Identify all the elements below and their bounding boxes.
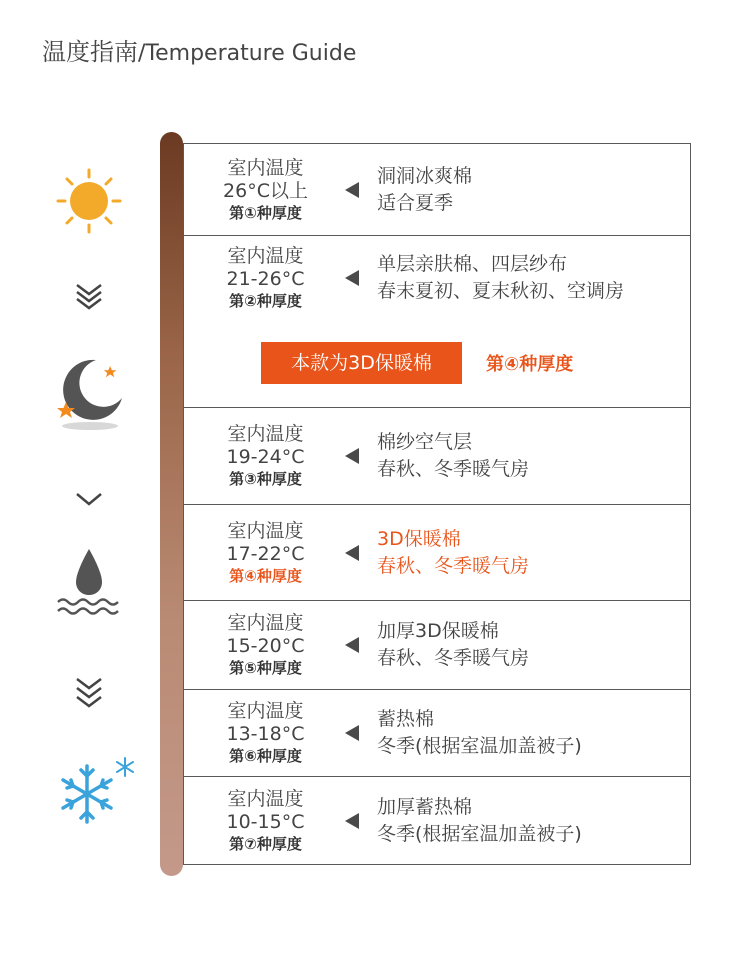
- row-temp-range: 17-22°C: [226, 542, 305, 565]
- row-material: 洞洞冰爽棉: [377, 164, 473, 187]
- row-rank: 第③种厚度: [229, 470, 302, 488]
- row-season: 冬季(根据室温加盖被子): [377, 735, 582, 757]
- row-temp-label: 室内温度: [227, 423, 304, 445]
- row-rank: 第②种厚度: [229, 291, 302, 310]
- row-desc: [377, 526, 529, 580]
- row-temp-block: [184, 423, 347, 489]
- row-desc: [377, 163, 472, 217]
- row-temp-range: 13-18°C: [226, 723, 305, 745]
- row-temp-range: 19-24°C: [226, 446, 305, 468]
- row-temp-block: [184, 520, 347, 586]
- row-temp-label: 室内温度: [227, 156, 304, 179]
- guide-row-7: [183, 776, 691, 865]
- row-season: 冬季(根据室温加盖被子): [377, 822, 582, 845]
- guide-row-5: [183, 600, 691, 690]
- title-en: /Temperature Guide: [138, 41, 357, 66]
- row-temp-label: 室内温度: [227, 700, 304, 722]
- row-rank: 第⑤种厚度: [229, 659, 302, 677]
- guide-row-4: [183, 504, 691, 601]
- row-season: 春秋、冬季暖气房: [377, 647, 530, 669]
- row-season: 春末夏初、夏末秋初、空调房: [377, 279, 625, 302]
- snowflake-icon: [55, 756, 137, 826]
- row-material: 单层亲肤棉、四层纱布: [377, 252, 568, 275]
- triple-chevron-down-icon: [74, 676, 104, 712]
- pointer-left-icon: [345, 448, 359, 464]
- row-desc: [377, 251, 624, 305]
- row-temp-range: 26°C以上: [223, 179, 308, 202]
- row-rank: 第④种厚度: [229, 566, 302, 585]
- row-temp-block: [184, 612, 347, 678]
- row-temp-label: 室内温度: [227, 612, 304, 634]
- row-temp-range: 15-20°C: [226, 635, 305, 657]
- guide-row-2: [183, 235, 691, 320]
- page-title: [42, 32, 356, 67]
- pointer-left-icon: [345, 637, 359, 653]
- promo-badge: 本款为3D保暖棉: [261, 342, 462, 384]
- row-desc: [377, 706, 582, 760]
- row-temp-block: [184, 157, 347, 223]
- promo-rank: 第④种厚度: [486, 354, 574, 375]
- row-temp-block: [184, 788, 347, 854]
- row-desc: [377, 794, 582, 848]
- row-temp-label: 室内温度: [227, 787, 304, 810]
- row-material: 加厚3D保暖棉: [377, 620, 499, 642]
- triple-chevron-down-icon: [74, 282, 104, 310]
- row-rank: 第⑥种厚度: [229, 747, 302, 765]
- pointer-left-icon: [345, 182, 359, 198]
- row-material: 棉纱空气层: [377, 431, 473, 453]
- title-cn: 温度指南: [42, 38, 138, 66]
- row-temp-label: 室内温度: [227, 519, 304, 542]
- row-temp-block: [184, 700, 347, 766]
- row-desc: [377, 618, 529, 672]
- temperature-gradient-bar: [160, 132, 183, 876]
- row-material: 3D保暖棉: [377, 527, 461, 550]
- row-temp-range: 21-26°C: [226, 267, 305, 290]
- guide-row-3: [183, 407, 691, 505]
- pointer-left-icon: [345, 813, 359, 829]
- guide-row-6: [183, 689, 691, 777]
- row-season: 适合夏季: [377, 191, 454, 214]
- pointer-left-icon: [345, 725, 359, 741]
- row-material: 蓄热棉: [377, 708, 435, 730]
- row-rank: 第⑦种厚度: [229, 834, 302, 853]
- row-desc: [377, 429, 529, 483]
- row-temp-range: 10-15°C: [226, 810, 305, 833]
- row-temp-label: 室内温度: [227, 244, 304, 267]
- row-rank: 第①种厚度: [229, 203, 302, 222]
- row-season: 春秋、冬季暖气房: [377, 554, 530, 577]
- chevron-down-icon: [74, 491, 104, 507]
- row-material: 加厚蓄热棉: [377, 795, 473, 818]
- row-temp-block: [184, 245, 347, 311]
- pointer-left-icon: [345, 545, 359, 561]
- sun-icon: [54, 166, 124, 236]
- moon-stars-icon: [52, 352, 128, 432]
- water-drop-icon: [56, 545, 122, 620]
- pointer-left-icon: [345, 270, 359, 286]
- guide-row-1: [183, 143, 691, 236]
- row-season: 春秋、冬季暖气房: [377, 458, 530, 480]
